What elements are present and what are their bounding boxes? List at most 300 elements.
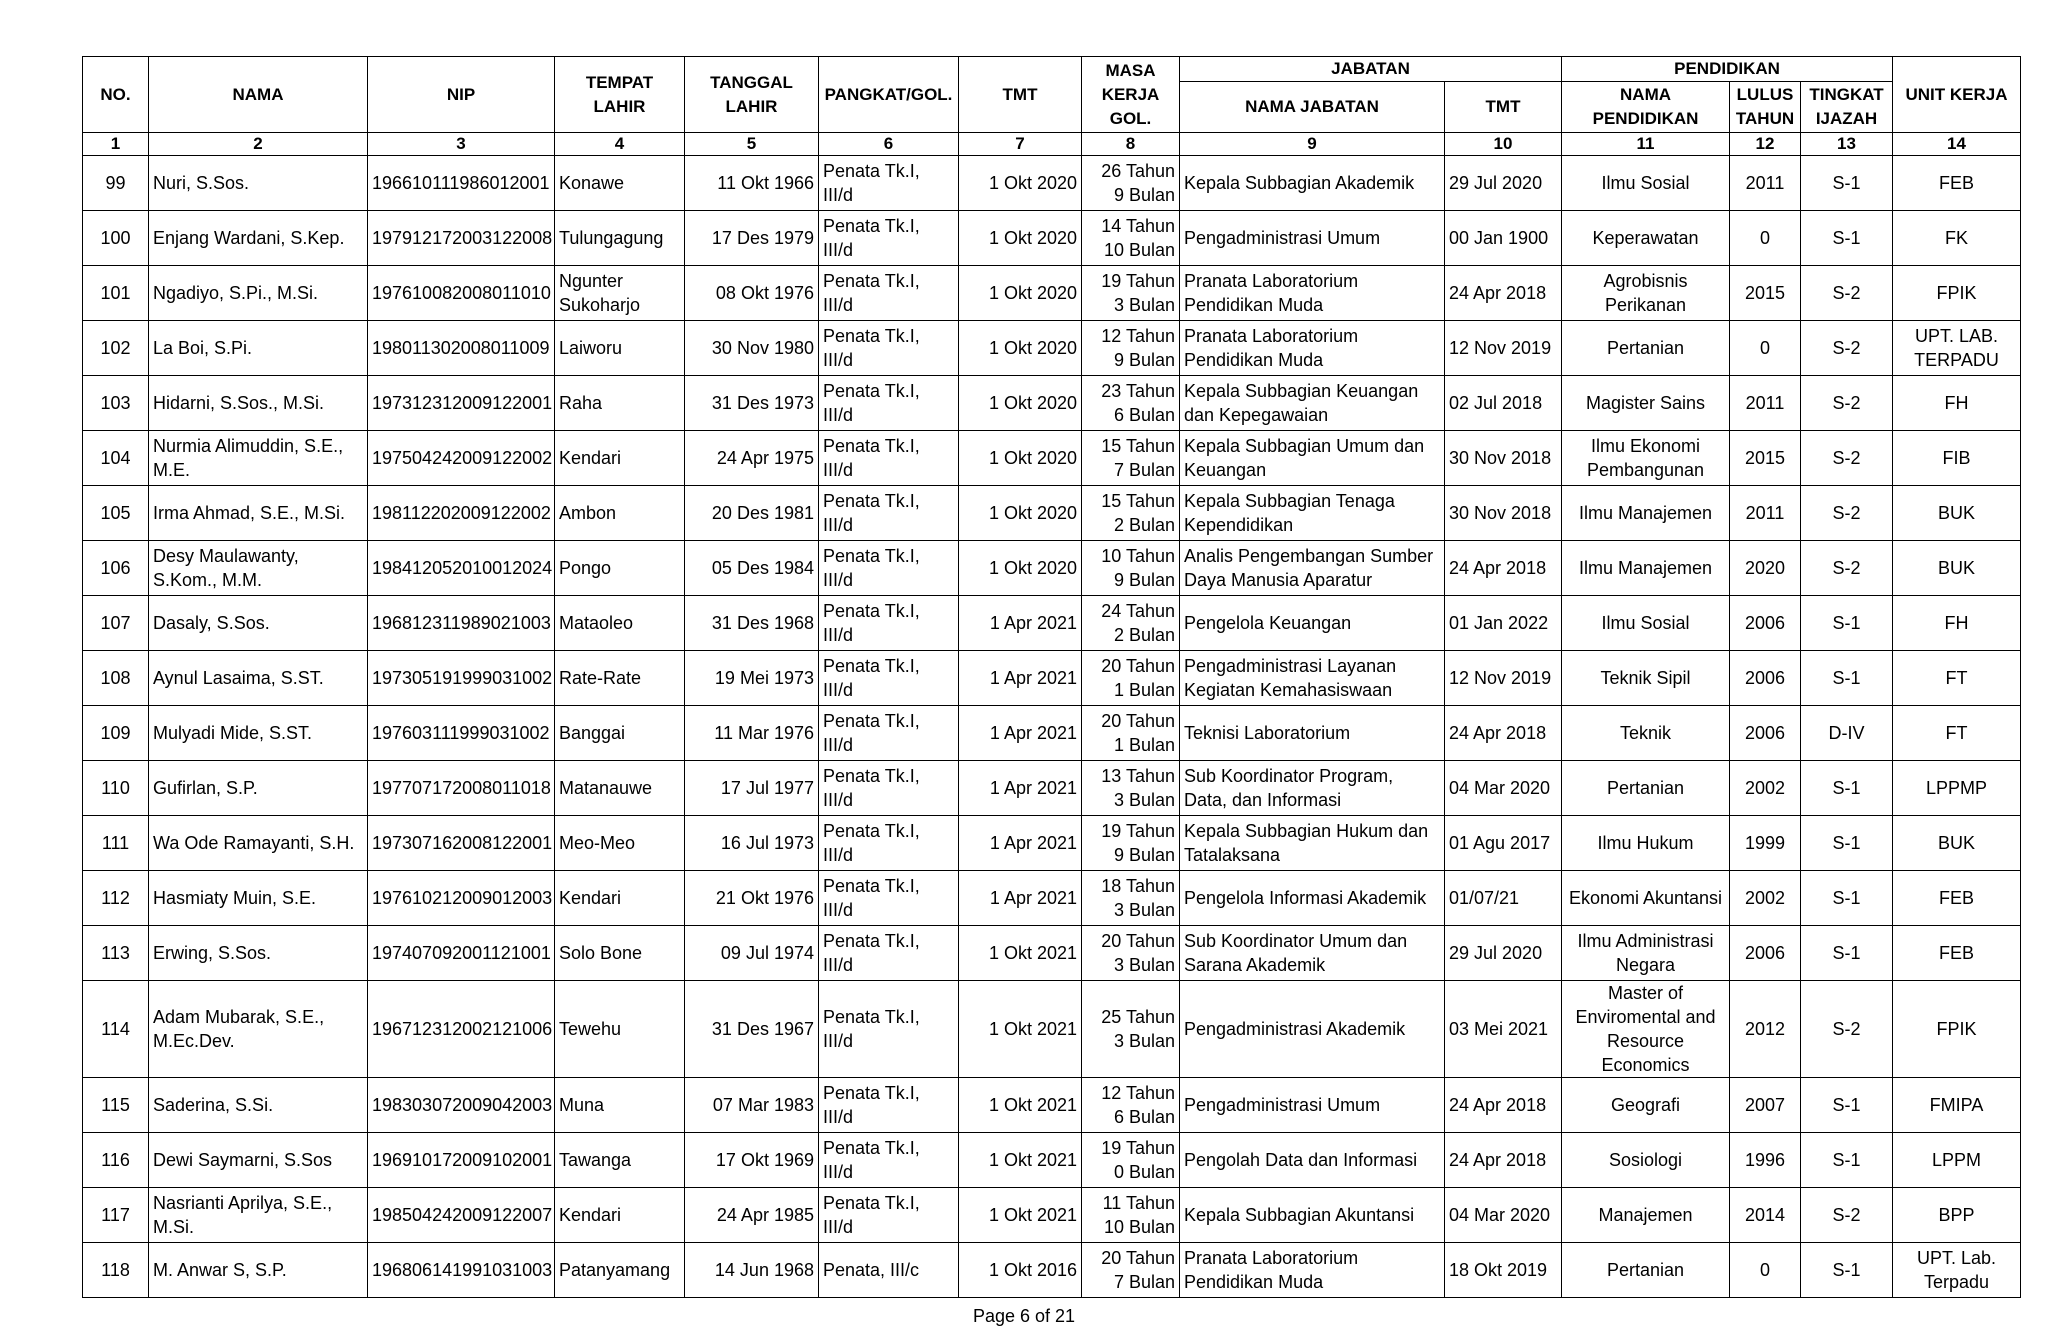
cell-tingkat-ijazah: S-2 — [1801, 1188, 1893, 1243]
cell-tempat-lahir: Ngunter Sukoharjo — [555, 266, 685, 321]
masa-tahun: 12 Tahun — [1101, 326, 1175, 346]
cell-unit-kerja: FEB — [1893, 926, 2021, 981]
masa-tahun: 11 Tahun — [1102, 1193, 1175, 1213]
table-row — [83, 926, 2021, 981]
table-row — [83, 486, 2021, 541]
cell-tanggal-lahir: 11 Okt 1966 — [685, 156, 819, 211]
cell-tanggal-lahir: 30 Nov 1980 — [685, 321, 819, 376]
header-nama: NAMA — [149, 57, 368, 133]
cell-nama: Nasrianti Aprilya, S.E., M.Si. — [149, 1188, 368, 1243]
cell-lulus-tahun: 1999 — [1730, 816, 1801, 871]
header-tmt-jabatan: TMT — [1445, 82, 1562, 133]
cell-tempat-lahir: Solo Bone — [555, 926, 685, 981]
cell-lulus-tahun: 0 — [1730, 321, 1801, 376]
cell-no: 100 — [83, 211, 149, 266]
cell-lulus-tahun: 1996 — [1730, 1133, 1801, 1188]
cell-tmt: 1 Okt 2020 — [959, 431, 1082, 486]
header-nip: NIP — [368, 57, 555, 133]
header-tingkat-ijazah: TINGKAT IJAZAH — [1801, 82, 1893, 133]
cell-lulus-tahun: 2011 — [1730, 376, 1801, 431]
cell-lulus-tahun: 0 — [1730, 1243, 1801, 1298]
cell-masa-kerja — [1082, 1188, 1180, 1243]
cell-tempat-lahir: Ambon — [555, 486, 685, 541]
cell-nama: Dasaly, S.Sos. — [149, 596, 368, 651]
cell-pangkat: Penata Tk.I, III/d — [819, 1188, 959, 1243]
cell-nama-jabatan: Pengadministrasi Layanan Kegiatan Kemahasiswaan — [1180, 651, 1445, 706]
cell-lulus-tahun: 2002 — [1730, 871, 1801, 926]
cell-no: 107 — [83, 596, 149, 651]
cell-nama: Irma Ahmad, S.E., M.Si. — [149, 486, 368, 541]
cell-nip: 197610082008011010 — [368, 266, 555, 321]
cell-lulus-tahun: 2015 — [1730, 431, 1801, 486]
cell-tingkat-ijazah: S-1 — [1801, 871, 1893, 926]
cell-nama-pendidikan: Agrobisnis Perikanan — [1562, 266, 1730, 321]
cell-unit-kerja: FH — [1893, 596, 2021, 651]
cell-tanggal-lahir: 24 Apr 1975 — [685, 431, 819, 486]
cell-tingkat-ijazah: S-2 — [1801, 981, 1893, 1078]
cell-nama-jabatan: Pengadministrasi Akademik — [1180, 981, 1445, 1078]
cell-tanggal-lahir: 11 Mar 1976 — [685, 706, 819, 761]
masa-bulan: 6 Bulan — [1113, 405, 1175, 425]
cell-tmt-jabatan: 01 Agu 2017 — [1445, 816, 1562, 871]
cell-nama: Wa Ode Ramayanti, S.H. — [149, 816, 368, 871]
cell-tmt-jabatan: 24 Apr 2018 — [1445, 1078, 1562, 1133]
cell-nama-pendidikan: Pertanian — [1562, 321, 1730, 376]
table-row — [83, 706, 2021, 761]
masa-tahun: 23 Tahun — [1101, 381, 1175, 401]
cell-nip: 196712312002121006 — [368, 981, 555, 1078]
cell-tmt: 1 Apr 2021 — [959, 816, 1082, 871]
masa-bulan: 3 Bulan — [1113, 900, 1175, 920]
cell-tingkat-ijazah: S-2 — [1801, 321, 1893, 376]
cell-nama: Mulyadi Mide, S.ST. — [149, 706, 368, 761]
cell-nama-jabatan: Kepala Subbagian Akademik — [1180, 156, 1445, 211]
column-number: 11 — [1562, 133, 1730, 156]
cell-lulus-tahun: 2007 — [1730, 1078, 1801, 1133]
cell-pangkat: Penata Tk.I, III/d — [819, 211, 959, 266]
header-unit-kerja: UNIT KERJA — [1893, 57, 2021, 133]
cell-tempat-lahir: Matanauwe — [555, 761, 685, 816]
cell-lulus-tahun: 2015 — [1730, 266, 1801, 321]
cell-masa-kerja — [1082, 486, 1180, 541]
column-number: 3 — [368, 133, 555, 156]
cell-tingkat-ijazah: S-2 — [1801, 486, 1893, 541]
cell-tempat-lahir: Laiworu — [555, 321, 685, 376]
masa-tahun: 20 Tahun — [1101, 711, 1175, 731]
cell-nama-jabatan: Pranata Laboratorium Pendidikan Muda — [1180, 321, 1445, 376]
masa-tahun: 18 Tahun — [1101, 876, 1175, 896]
cell-unit-kerja: LPPM — [1893, 1133, 2021, 1188]
cell-unit-kerja: FPIK — [1893, 981, 2021, 1078]
cell-nama-pendidikan: Ilmu Manajemen — [1562, 541, 1730, 596]
cell-tempat-lahir: Muna — [555, 1078, 685, 1133]
cell-nama: M. Anwar S, S.P. — [149, 1243, 368, 1298]
cell-masa-kerja — [1082, 871, 1180, 926]
cell-tempat-lahir: Tawanga — [555, 1133, 685, 1188]
cell-no: 104 — [83, 431, 149, 486]
masa-tahun: 26 Tahun — [1101, 161, 1175, 181]
cell-unit-kerja: FEB — [1893, 871, 2021, 926]
cell-nip: 197707172008011018 — [368, 761, 555, 816]
cell-masa-kerja — [1082, 926, 1180, 981]
cell-lulus-tahun: 2020 — [1730, 541, 1801, 596]
cell-no: 115 — [83, 1078, 149, 1133]
cell-pangkat: Penata Tk.I, III/d — [819, 156, 959, 211]
cell-pangkat: Penata Tk.I, III/d — [819, 266, 959, 321]
cell-tingkat-ijazah: S-1 — [1801, 761, 1893, 816]
column-number: 13 — [1801, 133, 1893, 156]
cell-tmt: 1 Okt 2020 — [959, 211, 1082, 266]
cell-unit-kerja: UPT. LAB. TERPADU — [1893, 321, 2021, 376]
cell-no: 99 — [83, 156, 149, 211]
cell-nama-jabatan: Pengadministrasi Umum — [1180, 211, 1445, 266]
cell-lulus-tahun: 2006 — [1730, 596, 1801, 651]
cell-nama-pendidikan: Pertanian — [1562, 761, 1730, 816]
header-tanggal-lahir: TANGGAL LAHIR — [685, 57, 819, 133]
cell-unit-kerja: FEB — [1893, 156, 2021, 211]
header-masa-kerja: MASA KERJA GOL. — [1082, 57, 1180, 133]
cell-tingkat-ijazah: S-1 — [1801, 156, 1893, 211]
cell-tmt: 1 Okt 2021 — [959, 981, 1082, 1078]
cell-nip: 197312312009122001 — [368, 376, 555, 431]
masa-bulan: 3 Bulan — [1113, 955, 1175, 975]
cell-nama: Ngadiyo, S.Pi., M.Si. — [149, 266, 368, 321]
header-pangkat: PANGKAT/GOL. — [819, 57, 959, 133]
masa-tahun: 12 Tahun — [1101, 1083, 1175, 1103]
masa-tahun: 14 Tahun — [1101, 216, 1175, 236]
cell-tmt: 1 Apr 2021 — [959, 871, 1082, 926]
cell-no: 109 — [83, 706, 149, 761]
cell-no: 105 — [83, 486, 149, 541]
cell-tempat-lahir: Meo-Meo — [555, 816, 685, 871]
cell-lulus-tahun: 2002 — [1730, 761, 1801, 816]
cell-nama-jabatan: Kepala Subbagian Tenaga Kependidikan — [1180, 486, 1445, 541]
column-number: 8 — [1082, 133, 1180, 156]
cell-nama: Desy Maulawanty, S.Kom., M.M. — [149, 541, 368, 596]
masa-tahun: 20 Tahun — [1101, 931, 1175, 951]
cell-unit-kerja: FT — [1893, 706, 2021, 761]
cell-masa-kerja — [1082, 376, 1180, 431]
cell-tingkat-ijazah: S-1 — [1801, 1133, 1893, 1188]
cell-lulus-tahun: 2012 — [1730, 981, 1801, 1078]
cell-lulus-tahun: 2006 — [1730, 926, 1801, 981]
cell-tmt: 1 Okt 2021 — [959, 1188, 1082, 1243]
masa-tahun: 15 Tahun — [1101, 436, 1175, 456]
cell-unit-kerja: FK — [1893, 211, 2021, 266]
masa-tahun: 19 Tahun — [1101, 1138, 1175, 1158]
table-row — [83, 266, 2021, 321]
table-row — [83, 1078, 2021, 1133]
cell-no: 117 — [83, 1188, 149, 1243]
header-tempat-lahir: TEMPAT LAHIR — [555, 57, 685, 133]
cell-pangkat: Penata Tk.I, III/d — [819, 596, 959, 651]
table-row — [83, 1243, 2021, 1298]
cell-tingkat-ijazah: S-1 — [1801, 1078, 1893, 1133]
column-number: 14 — [1893, 133, 2021, 156]
cell-no: 118 — [83, 1243, 149, 1298]
cell-nama-jabatan: Pengadministrasi Umum — [1180, 1078, 1445, 1133]
cell-tempat-lahir: Raha — [555, 376, 685, 431]
cell-tmt-jabatan: 24 Apr 2018 — [1445, 541, 1562, 596]
cell-lulus-tahun: 2006 — [1730, 651, 1801, 706]
masa-tahun: 10 Tahun — [1101, 546, 1175, 566]
cell-nama-pendidikan: Teknik — [1562, 706, 1730, 761]
cell-tmt-jabatan: 24 Apr 2018 — [1445, 706, 1562, 761]
masa-bulan: 3 Bulan — [1113, 295, 1175, 315]
cell-nama: Enjang Wardani, S.Kep. — [149, 211, 368, 266]
cell-pangkat: Penata Tk.I, III/d — [819, 761, 959, 816]
cell-tingkat-ijazah: S-2 — [1801, 431, 1893, 486]
cell-masa-kerja — [1082, 981, 1180, 1078]
cell-tmt-jabatan: 00 Jan 1900 — [1445, 211, 1562, 266]
header-lulus-tahun: LULUS TAHUN — [1730, 82, 1801, 133]
cell-unit-kerja: BUK — [1893, 816, 2021, 871]
cell-tingkat-ijazah: S-1 — [1801, 211, 1893, 266]
cell-tempat-lahir: Rate-Rate — [555, 651, 685, 706]
cell-masa-kerja — [1082, 541, 1180, 596]
table-row — [83, 651, 2021, 706]
cell-no: 106 — [83, 541, 149, 596]
cell-lulus-tahun: 0 — [1730, 211, 1801, 266]
header-nama-jabatan: NAMA JABATAN — [1180, 82, 1445, 133]
cell-nama: Erwing, S.Sos. — [149, 926, 368, 981]
page-footer: Page 6 of 21 — [972, 1306, 1076, 1326]
cell-masa-kerja — [1082, 1243, 1180, 1298]
masa-bulan: 0 Bulan — [1113, 1162, 1175, 1182]
cell-nama-jabatan: Sub Koordinator Program, Data, dan Informasi — [1180, 761, 1445, 816]
cell-tempat-lahir: Mataoleo — [555, 596, 685, 651]
column-number: 9 — [1180, 133, 1445, 156]
table-row — [83, 156, 2021, 211]
cell-nama-jabatan: Analis Pengembangan Sumber Daya Manusia Aparatur — [1180, 541, 1445, 596]
cell-pangkat: Penata Tk.I, III/d — [819, 651, 959, 706]
masa-bulan: 6 Bulan — [1113, 1107, 1175, 1127]
table-row — [83, 376, 2021, 431]
masa-bulan: 7 Bulan — [1113, 1272, 1175, 1292]
masa-bulan: 10 Bulan — [1103, 1217, 1175, 1237]
cell-nip: 197407092001121001 — [368, 926, 555, 981]
cell-nip: 197305191999031002 — [368, 651, 555, 706]
cell-nip: 197603111999031002 — [368, 706, 555, 761]
cell-pangkat: Penata, III/c — [819, 1243, 959, 1298]
cell-nip: 198412052010012024 — [368, 541, 555, 596]
cell-masa-kerja — [1082, 816, 1180, 871]
cell-masa-kerja — [1082, 596, 1180, 651]
cell-tanggal-lahir: 08 Okt 1976 — [685, 266, 819, 321]
cell-tempat-lahir: Pongo — [555, 541, 685, 596]
cell-nama-pendidikan: Keperawatan — [1562, 211, 1730, 266]
header-tmt: TMT — [959, 57, 1082, 133]
cell-nama: Adam Mubarak, S.E., M.Ec.Dev. — [149, 981, 368, 1078]
cell-tanggal-lahir: 24 Apr 1985 — [685, 1188, 819, 1243]
cell-nama: Saderina, S.Si. — [149, 1078, 368, 1133]
cell-tempat-lahir: Banggai — [555, 706, 685, 761]
table-row — [83, 541, 2021, 596]
cell-unit-kerja: FH — [1893, 376, 2021, 431]
cell-nama: Gufirlan, S.P. — [149, 761, 368, 816]
cell-tmt-jabatan: 01 Jan 2022 — [1445, 596, 1562, 651]
cell-tanggal-lahir: 16 Jul 1973 — [685, 816, 819, 871]
cell-pangkat: Penata Tk.I, III/d — [819, 541, 959, 596]
cell-tempat-lahir: Tulungagung — [555, 211, 685, 266]
cell-nip: 198303072009042003 — [368, 1078, 555, 1133]
masa-tahun: 13 Tahun — [1101, 766, 1175, 786]
cell-tingkat-ijazah: S-1 — [1801, 1243, 1893, 1298]
cell-tmt: 1 Apr 2021 — [959, 706, 1082, 761]
masa-bulan: 9 Bulan — [1113, 845, 1175, 865]
cell-pangkat: Penata Tk.I, III/d — [819, 816, 959, 871]
cell-tmt: 1 Apr 2021 — [959, 651, 1082, 706]
table-row — [83, 596, 2021, 651]
cell-tingkat-ijazah: S-1 — [1801, 596, 1893, 651]
cell-tmt-jabatan: 04 Mar 2020 — [1445, 761, 1562, 816]
cell-tmt: 1 Okt 2020 — [959, 486, 1082, 541]
cell-tmt: 1 Okt 2020 — [959, 321, 1082, 376]
cell-nama-jabatan: Kepala Subbagian Akuntansi — [1180, 1188, 1445, 1243]
cell-no: 113 — [83, 926, 149, 981]
cell-no: 102 — [83, 321, 149, 376]
cell-tingkat-ijazah: S-2 — [1801, 266, 1893, 321]
cell-tmt-jabatan: 12 Nov 2019 — [1445, 321, 1562, 376]
cell-pangkat: Penata Tk.I, III/d — [819, 376, 959, 431]
cell-tmt-jabatan: 24 Apr 2018 — [1445, 266, 1562, 321]
cell-masa-kerja — [1082, 761, 1180, 816]
cell-nama: Hasmiaty Muin, S.E. — [149, 871, 368, 926]
masa-bulan: 1 Bulan — [1113, 735, 1175, 755]
header-nama-pendidikan: NAMA PENDIDIKAN — [1562, 82, 1730, 133]
cell-no: 108 — [83, 651, 149, 706]
cell-nip: 197610212009012003 — [368, 871, 555, 926]
cell-tanggal-lahir: 31 Des 1967 — [685, 981, 819, 1078]
cell-nama-pendidikan: Ilmu Manajemen — [1562, 486, 1730, 541]
column-number-row — [83, 133, 2021, 156]
cell-tanggal-lahir: 17 Okt 1969 — [685, 1133, 819, 1188]
cell-masa-kerja — [1082, 211, 1180, 266]
cell-nama-pendidikan: Magister Sains — [1562, 376, 1730, 431]
cell-lulus-tahun: 2011 — [1730, 486, 1801, 541]
cell-unit-kerja: UPT. Lab. Terpadu — [1893, 1243, 2021, 1298]
column-number: 10 — [1445, 133, 1562, 156]
cell-masa-kerja — [1082, 1133, 1180, 1188]
cell-no: 116 — [83, 1133, 149, 1188]
masa-tahun: 19 Tahun — [1101, 271, 1175, 291]
cell-nama-jabatan: Kepala Subbagian Keuangan dan Kepegawaian — [1180, 376, 1445, 431]
cell-tempat-lahir: Konawe — [555, 156, 685, 211]
cell-nama-jabatan: Kepala Subbagian Umum dan Keuangan — [1180, 431, 1445, 486]
masa-tahun: 25 Tahun — [1101, 1007, 1175, 1027]
cell-nama: Hidarni, S.Sos., M.Si. — [149, 376, 368, 431]
cell-pangkat: Penata Tk.I, III/d — [819, 1078, 959, 1133]
cell-tingkat-ijazah: S-1 — [1801, 651, 1893, 706]
cell-nip: 198112202009122002 — [368, 486, 555, 541]
table-row — [83, 431, 2021, 486]
cell-tempat-lahir: Tewehu — [555, 981, 685, 1078]
cell-pangkat: Penata Tk.I, III/d — [819, 871, 959, 926]
masa-bulan: 2 Bulan — [1113, 625, 1175, 645]
cell-nip: 197912172003122008 — [368, 211, 555, 266]
masa-bulan: 1 Bulan — [1113, 680, 1175, 700]
cell-pangkat: Penata Tk.I, III/d — [819, 1133, 959, 1188]
cell-nama: Aynul Lasaima, S.ST. — [149, 651, 368, 706]
column-number: 1 — [83, 133, 149, 156]
cell-lulus-tahun: 2006 — [1730, 706, 1801, 761]
header-pendidikan: PENDIDIKAN — [1562, 57, 1893, 82]
table-row — [83, 211, 2021, 266]
cell-tmt: 1 Okt 2021 — [959, 1133, 1082, 1188]
cell-tanggal-lahir: 05 Des 1984 — [685, 541, 819, 596]
cell-lulus-tahun: 2011 — [1730, 156, 1801, 211]
cell-nip: 198011302008011009 — [368, 321, 555, 376]
cell-tanggal-lahir: 21 Okt 1976 — [685, 871, 819, 926]
cell-nama-jabatan: Pranata Laboratorium Pendidikan Muda — [1180, 1243, 1445, 1298]
cell-unit-kerja: FMIPA — [1893, 1078, 2021, 1133]
cell-tingkat-ijazah: D-IV — [1801, 706, 1893, 761]
cell-no: 114 — [83, 981, 149, 1078]
cell-nama-jabatan: Kepala Subbagian Hukum dan Tatalaksana — [1180, 816, 1445, 871]
cell-nama-pendidikan: Teknik Sipil — [1562, 651, 1730, 706]
table-row — [83, 761, 2021, 816]
cell-unit-kerja: LPPMP — [1893, 761, 2021, 816]
cell-nama: La Boi, S.Pi. — [149, 321, 368, 376]
table-row — [83, 321, 2021, 376]
cell-masa-kerja — [1082, 431, 1180, 486]
cell-tanggal-lahir: 17 Des 1979 — [685, 211, 819, 266]
cell-nama-pendidikan: Pertanian — [1562, 1243, 1730, 1298]
cell-tingkat-ijazah: S-1 — [1801, 926, 1893, 981]
cell-masa-kerja — [1082, 1078, 1180, 1133]
cell-no: 101 — [83, 266, 149, 321]
cell-unit-kerja: FT — [1893, 651, 2021, 706]
cell-nama-pendidikan: Manajemen — [1562, 1188, 1730, 1243]
cell-nama-jabatan: Sub Koordinator Umum dan Sarana Akademik — [1180, 926, 1445, 981]
cell-pangkat: Penata Tk.I, III/d — [819, 321, 959, 376]
cell-nama-pendidikan: Ilmu Ekonomi Pembangunan — [1562, 431, 1730, 486]
cell-tingkat-ijazah: S-1 — [1801, 816, 1893, 871]
cell-tmt-jabatan: 29 Jul 2020 — [1445, 926, 1562, 981]
cell-tempat-lahir: Kendari — [555, 871, 685, 926]
cell-tmt-jabatan: 30 Nov 2018 — [1445, 431, 1562, 486]
cell-masa-kerja — [1082, 651, 1180, 706]
cell-tmt: 1 Okt 2020 — [959, 156, 1082, 211]
cell-tmt: 1 Okt 2021 — [959, 926, 1082, 981]
cell-tempat-lahir: Patanyamang — [555, 1243, 685, 1298]
table-row — [83, 871, 2021, 926]
cell-nama-pendidikan: Geografi — [1562, 1078, 1730, 1133]
cell-nip: 196610111986012001 — [368, 156, 555, 211]
cell-nama-jabatan: Pengelola Keuangan — [1180, 596, 1445, 651]
cell-pangkat: Penata Tk.I, III/d — [819, 926, 959, 981]
cell-tingkat-ijazah: S-2 — [1801, 376, 1893, 431]
masa-bulan: 9 Bulan — [1113, 570, 1175, 590]
cell-nip: 197307162008122001 — [368, 816, 555, 871]
cell-masa-kerja — [1082, 266, 1180, 321]
cell-nama: Nurmia Alimuddin, S.E., M.E. — [149, 431, 368, 486]
cell-unit-kerja: BUK — [1893, 541, 2021, 596]
column-number: 2 — [149, 133, 368, 156]
cell-nip: 196812311989021003 — [368, 596, 555, 651]
cell-nama-pendidikan: Ilmu Sosial — [1562, 596, 1730, 651]
cell-pangkat: Penata Tk.I, III/d — [819, 486, 959, 541]
cell-nip: 198504242009122007 — [368, 1188, 555, 1243]
cell-nama-jabatan: Pengelola Informasi Akademik — [1180, 871, 1445, 926]
header-no: NO. — [83, 57, 149, 133]
cell-nama-pendidikan: Ilmu Sosial — [1562, 156, 1730, 211]
cell-tmt-jabatan: 01/07/21 — [1445, 871, 1562, 926]
cell-nip: 196910172009102001 — [368, 1133, 555, 1188]
cell-tmt-jabatan: 03 Mei 2021 — [1445, 981, 1562, 1078]
cell-pangkat: Penata Tk.I, III/d — [819, 706, 959, 761]
masa-bulan: 3 Bulan — [1113, 1031, 1175, 1051]
